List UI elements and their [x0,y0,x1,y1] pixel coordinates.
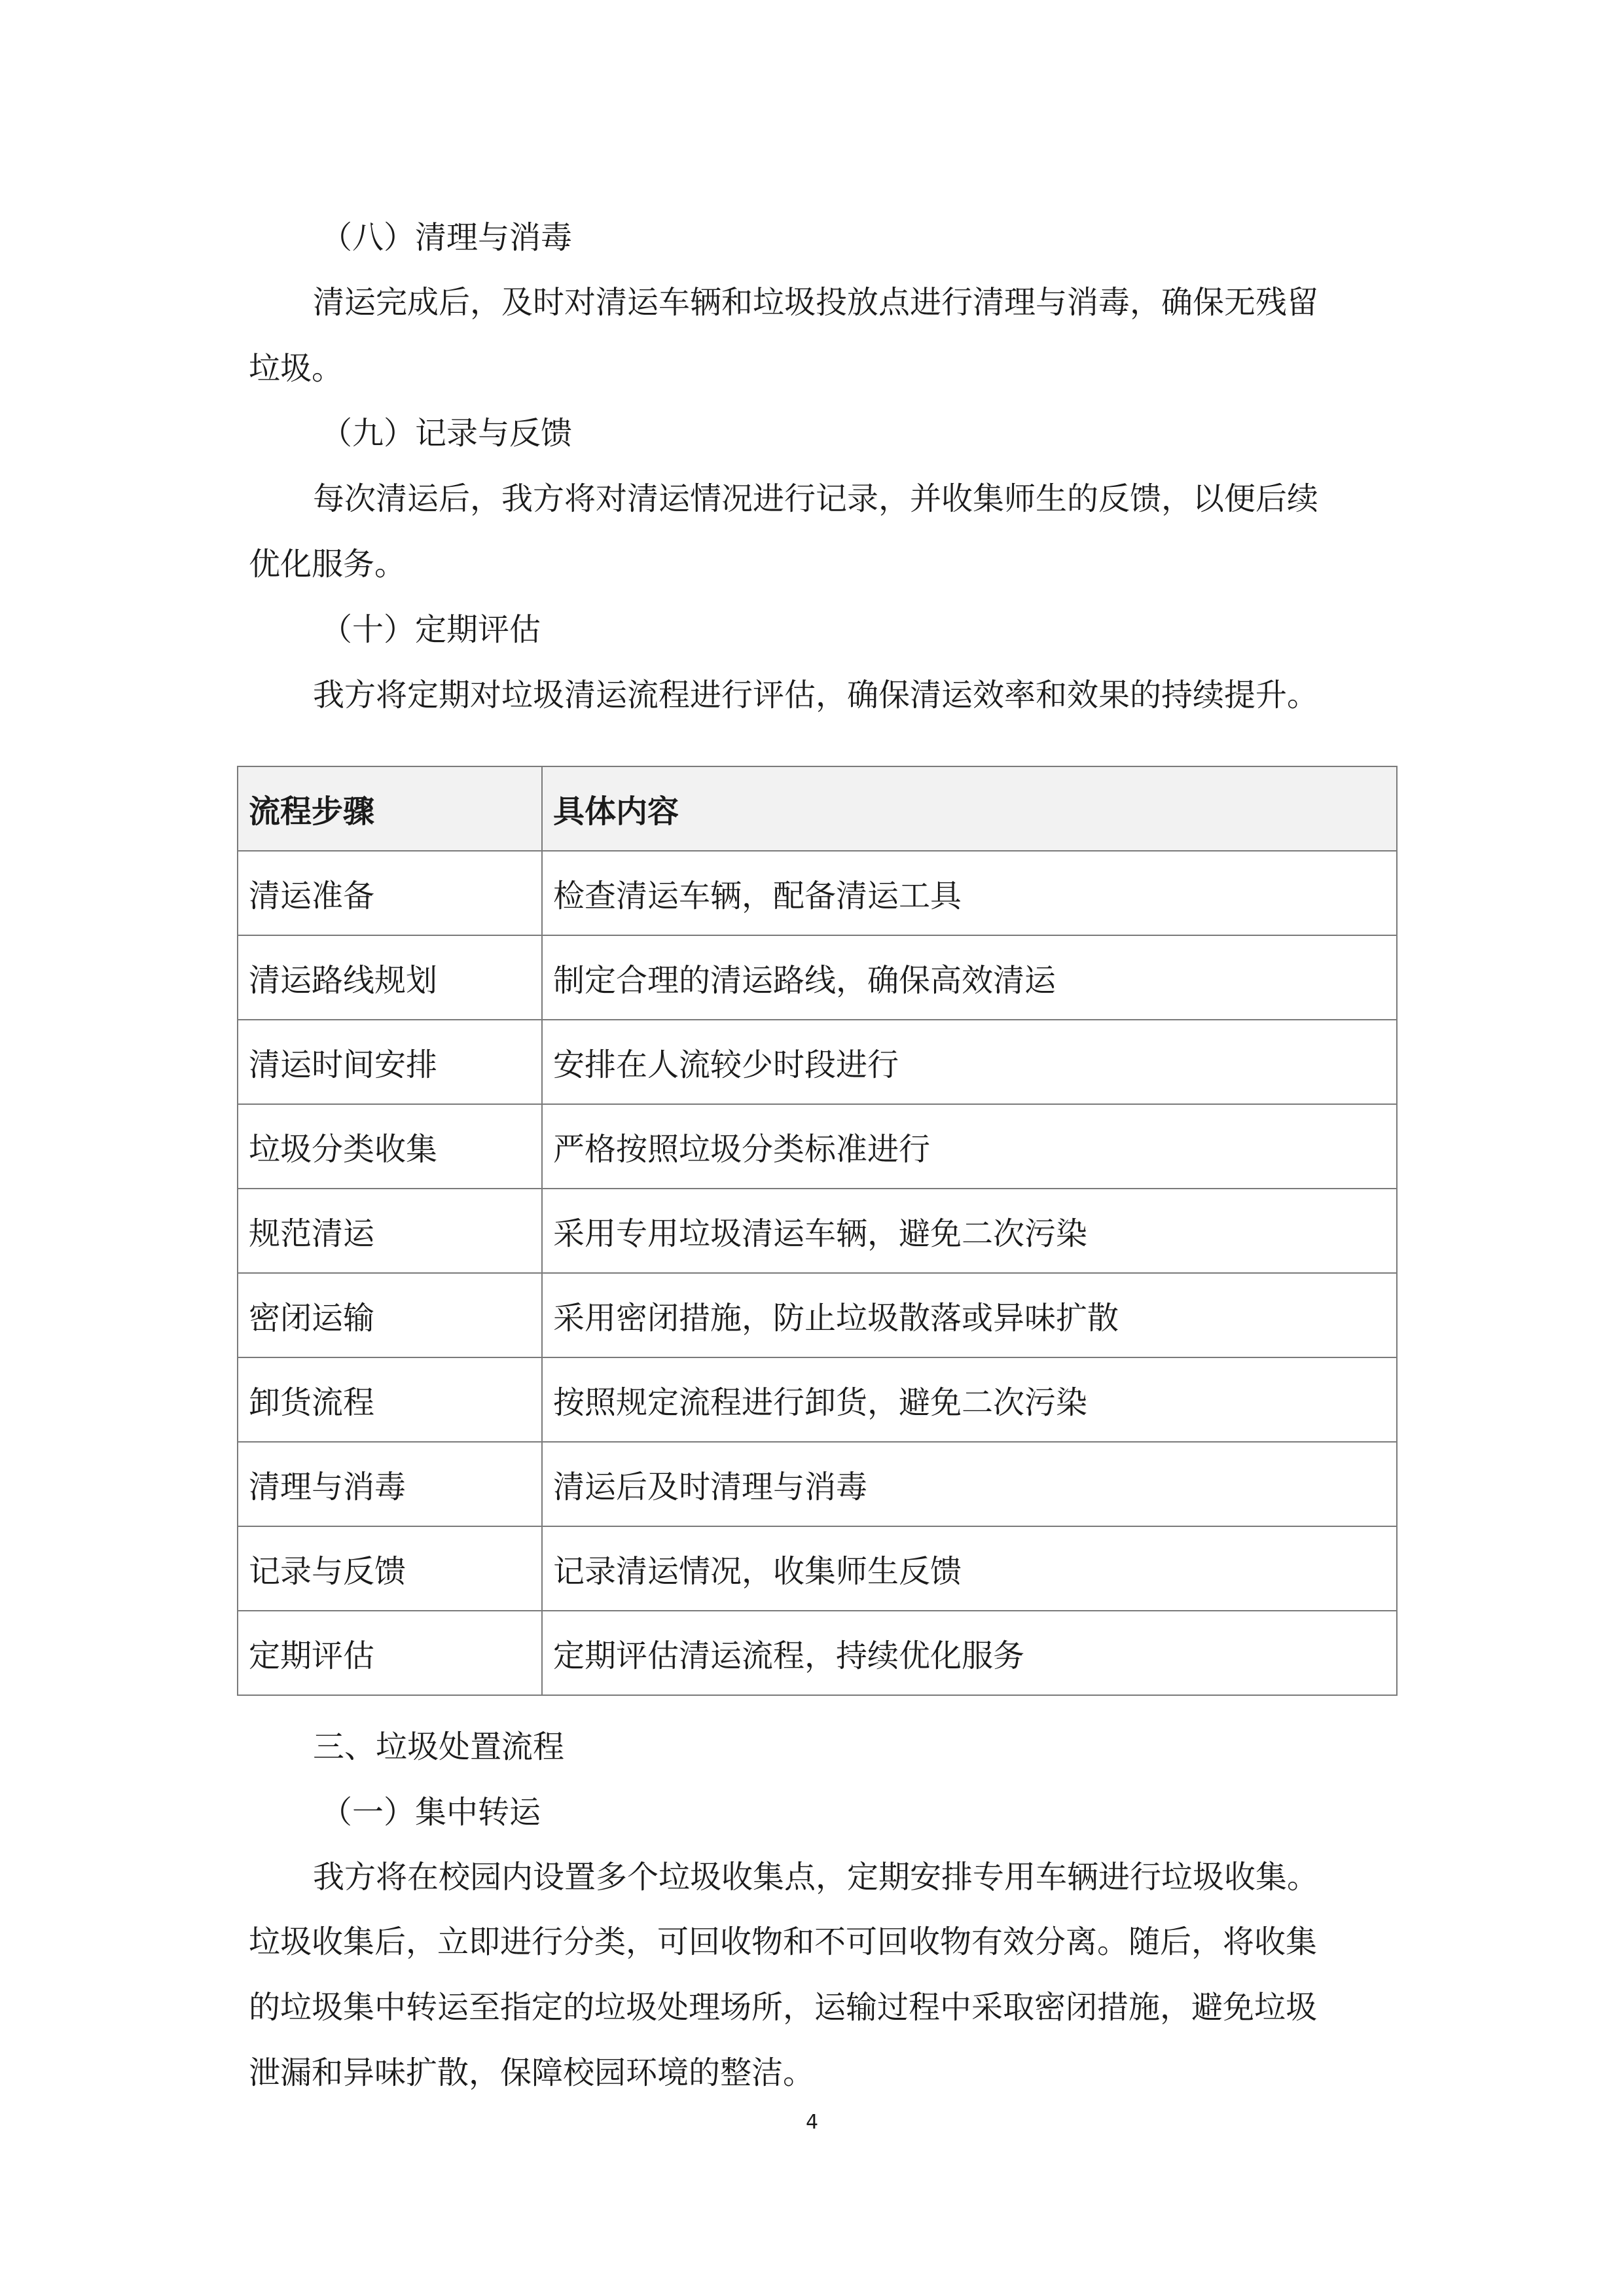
cell-step: 垃圾分类收集 [238,1104,542,1189]
table-row [238,1442,1397,1526]
cell-content: 严格按照垃圾分类标准进行 [542,1104,1397,1189]
table-row [238,1357,1397,1442]
cell-step: 清理与消毒 [238,1442,542,1526]
cell-content: 记录清运情况，收集师生反馈 [542,1526,1397,1611]
table-row [238,1020,1397,1104]
section-heading-9: （九）记录与反馈 [321,415,573,452]
cell-step: 清运路线规划 [238,935,542,1020]
paragraph-line: 我方将定期对垃圾清运流程进行评估，确保清运效率和效果的持续提升。 [313,677,1319,713]
table-row [238,1189,1397,1273]
cell-step: 密闭运输 [238,1273,542,1357]
paragraph-line: 优化服务。 [249,546,406,583]
cell-step: 记录与反馈 [238,1526,542,1611]
cell-step: 卸货流程 [238,1357,542,1442]
table-row [238,935,1397,1020]
table-row [238,1526,1397,1611]
paragraph-line: 清运完成后，及时对清运车辆和垃圾投放点进行清理与消毒，确保无残留 [313,284,1319,321]
cell-step: 定期评估 [238,1611,542,1695]
part-heading-3: 三、垃圾处置流程 [313,1729,565,1765]
page-number: 4 [805,2111,819,2134]
table-header-row [238,766,1397,851]
paragraph-line: 每次清运后，我方将对清运情况进行记录，并收集师生的反馈，以便后续 [313,480,1319,517]
cell-content: 按照规定流程进行卸货，避免二次污染 [542,1357,1397,1442]
paragraph-line: 垃圾。 [249,350,344,387]
cell-content: 检查清运车辆，配备清运工具 [542,851,1397,935]
cell-content: 安排在人流较少时段进行 [542,1020,1397,1104]
section-heading-10: （十）定期评估 [321,611,541,648]
cell-content: 采用专用垃圾清运车辆，避免二次污染 [542,1189,1397,1273]
header-content: 具体内容 [542,766,1397,851]
table-row [238,851,1397,935]
cell-step: 清运时间安排 [238,1020,542,1104]
process-table [237,766,1398,1696]
cell-content: 定期评估清运流程，持续优化服务 [542,1611,1397,1695]
table-row [238,1611,1397,1695]
subsection-heading-1: （一）集中转运 [321,1794,541,1831]
cell-content: 清运后及时清理与消毒 [542,1442,1397,1526]
cell-content: 采用密闭措施，防止垃圾散落或异味扩散 [542,1273,1397,1357]
cell-step: 清运准备 [238,851,542,935]
paragraph-line: 我方将在校园内设置多个垃圾收集点，定期安排专用车辆进行垃圾收集。 [313,1859,1319,1895]
paragraph-line: 垃圾收集后，立即进行分类，可回收物和不可回收物有效分离。随后，将收集 [249,1924,1318,1960]
section-heading-8: （八）清理与消毒 [321,219,573,256]
paragraph-line: 泄漏和异味扩散，保障校园环境的整洁。 [249,2054,815,2091]
cell-step: 规范清运 [238,1189,542,1273]
paragraph-line: 的垃圾集中转运至指定的垃圾处理场所，运输过程中采取密闭措施，避免垃圾 [249,1989,1318,2026]
header-step: 流程步骤 [238,766,542,851]
cell-content: 制定合理的清运路线，确保高效清运 [542,935,1397,1020]
table-row [238,1104,1397,1189]
table-row [238,1273,1397,1357]
